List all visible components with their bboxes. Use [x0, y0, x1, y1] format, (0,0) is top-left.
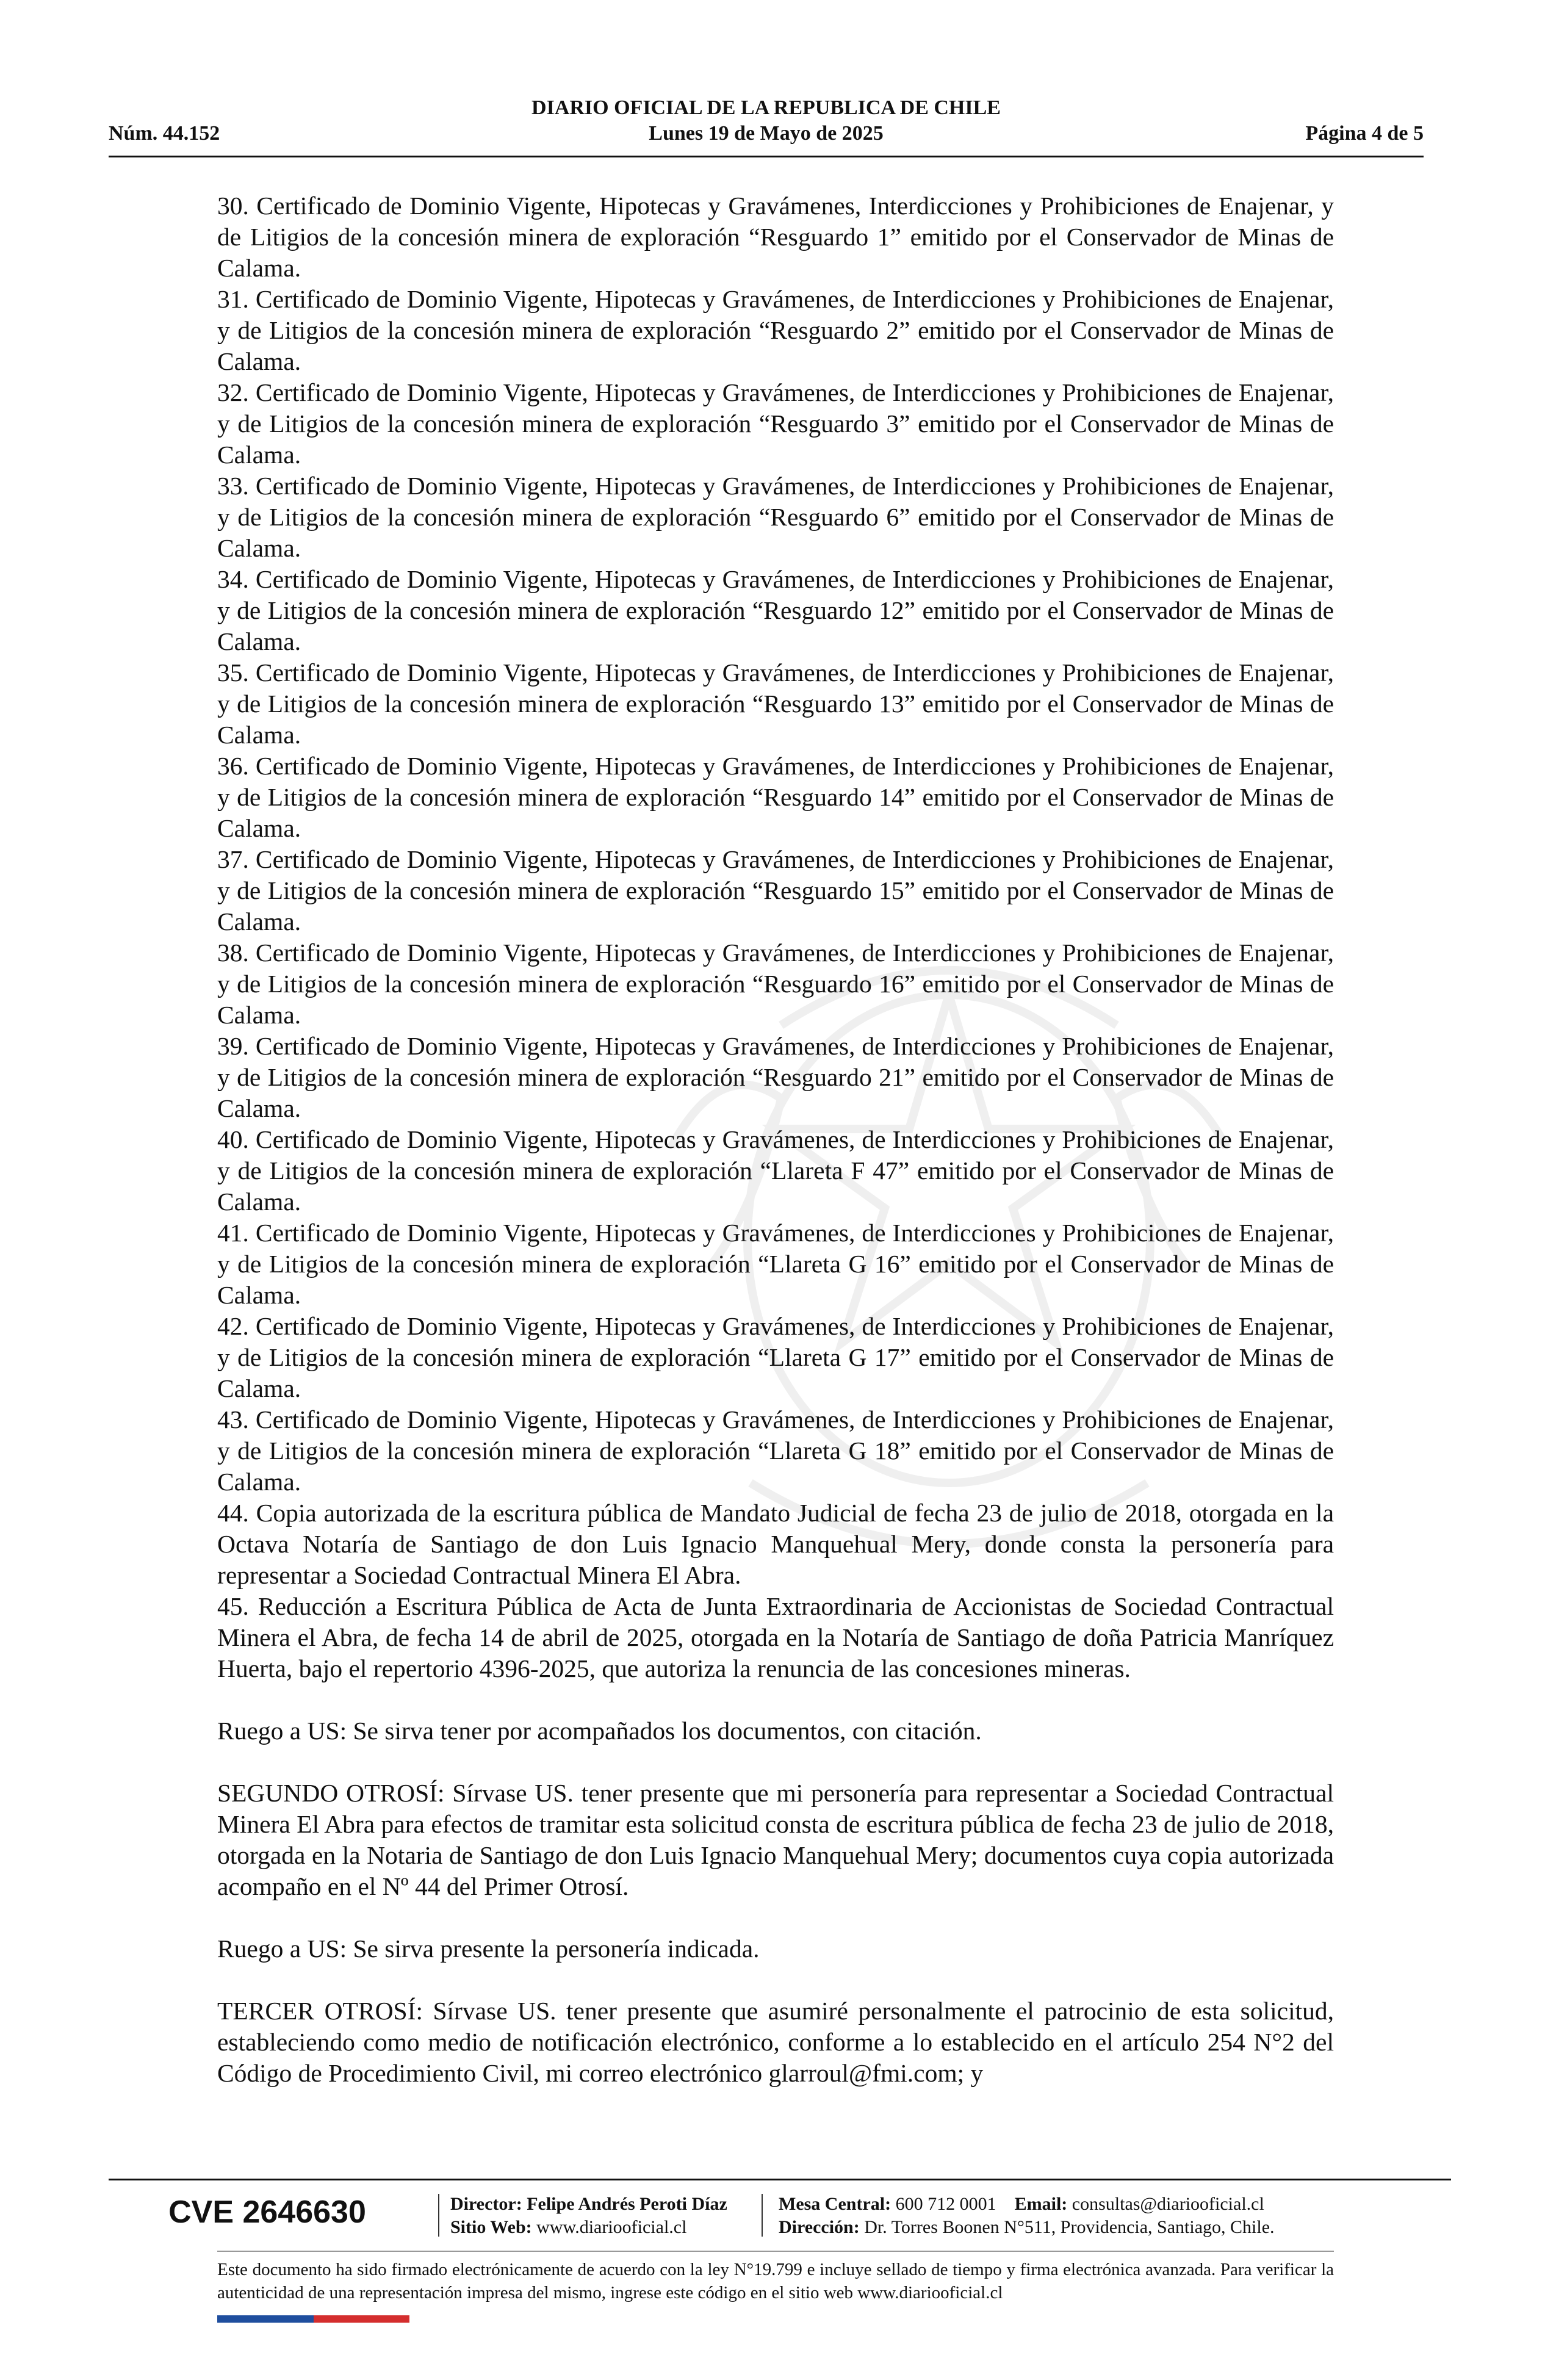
issue-number: Núm. 44.152: [109, 122, 220, 145]
flag-blue-segment: [217, 2315, 314, 2323]
cve-code: CVE 2646630: [168, 2194, 366, 2230]
request-paragraph: Ruego a US: Se sirva tener por acompañados los documentos, con citación.: [217, 1717, 982, 1745]
document-body: [217, 190, 1334, 2089]
chile-flag-stripe: [217, 2315, 409, 2323]
mesa-label: Mesa Central:: [779, 2194, 891, 2214]
list-item: 40. Certificado de Dominio Vigente, Hipotecas y Gravámenes, de Interdicciones y Prohibiciones de Enajenar, y de Litigios de la concesión minera de exploración “Llareta F 47” emitido por el Conservador de Minas de Calama.: [217, 1125, 1334, 1216]
page-footer: [109, 2188, 1451, 2243]
footer-separator: [762, 2194, 763, 2237]
director-name: Felipe Andrés Peroti Díaz: [527, 2194, 727, 2214]
list-item: 33. Certificado de Dominio Vigente, Hipotecas y Gravámenes, de Interdicciones y Prohibiciones de Enajenar, y de Litigios de la concesión minera de exploración “Resguardo 6” emitido por el Conservador de Minas de Calama.: [217, 472, 1334, 562]
page-header: [109, 92, 1424, 159]
header-divider: [109, 156, 1424, 157]
list-item: 30. Certificado de Dominio Vigente, Hipotecas y Gravámenes, Interdicciones y Prohibiciones de Enajenar, y de Litigios de la concesión minera de exploración “Resguardo 1” emitido por el Conservador de Minas de Calama.: [217, 192, 1334, 282]
address-label: Dirección:: [779, 2217, 860, 2237]
list-item: 34. Certificado de Dominio Vigente, Hipotecas y Gravámenes, de Interdicciones y Prohibiciones de Enajenar, y de Litigios de la concesión minera de exploración “Resguardo 12” emitido por el Conservador de Minas de Calama.: [217, 565, 1334, 655]
address-value: Dr. Torres Boonen N°511, Providencia, Santiago, Chile.: [864, 2217, 1275, 2237]
list-item: 35. Certificado de Dominio Vigente, Hipotecas y Gravámenes, de Interdicciones y Prohibiciones de Enajenar, y de Litigios de la concesión minera de exploración “Resguardo 13” emitido por el Conservador de Minas de Calama.: [217, 658, 1334, 749]
footer-director-block: [450, 2193, 727, 2239]
request-paragraph: Ruego a US: Se sirva presente la personería indicada.: [217, 1935, 760, 1963]
flag-red-segment: [314, 2315, 409, 2323]
list-item: 37. Certificado de Dominio Vigente, Hipotecas y Gravámenes, de Interdicciones y Prohibiciones de Enajenar, y de Litigios de la concesión minera de exploración “Resguardo 15” emitido por el Conservador de Minas de Calama.: [217, 845, 1334, 936]
footer-divider: [109, 2179, 1451, 2180]
email-label: Email:: [1014, 2194, 1068, 2214]
list-item: 44. Copia autorizada de la escritura pública de Mandato Judicial de fecha 23 de julio de 2018, otorgada en la Octava Notaría de Santiago de don Luis Ignacio Manquehual Mery, donde consta la personería para representar a Sociedad Contractual Minera El Abra.: [217, 1499, 1334, 1589]
newspaper-title: DIARIO OFICIAL DE LA REPUBLICA DE CHILE: [531, 96, 1001, 119]
segundo-otrosi-paragraph: SEGUNDO OTROSÍ: Sírvase US. tener presente que mi personería para representar a Sociedad Contractual Minera El Abra para efectos de tramitar esta solicitud consta de escritura pública de fecha 23 de julio de 2018, otorgada en la Notaria de Santiago de don Luis Ignacio Manquehual Mery; documentos cuya copia autorizada acompaño en el Nº 44 del Primer Otrosí.: [217, 1779, 1334, 1900]
list-item: 41. Certificado de Dominio Vigente, Hipotecas y Gravámenes, de Interdicciones y Prohibiciones de Enajenar, y de Litigios de la concesión minera de exploración “Llareta G 16” emitido por el Conservador de Minas de Calama.: [217, 1219, 1334, 1309]
footer-inner-divider: [217, 2251, 1334, 2252]
issue-date: Lunes 19 de Mayo de 2025: [649, 122, 884, 145]
list-item: 31. Certificado de Dominio Vigente, Hipotecas y Gravámenes, de Interdicciones y Prohibiciones de Enajenar, y de Litigios de la concesión minera de exploración “Resguardo 2” emitido por el Conservador de Minas de Calama.: [217, 285, 1334, 375]
mesa-phone: 600 712 0001: [895, 2194, 996, 2214]
list-item: 38. Certificado de Dominio Vigente, Hipotecas y Gravámenes, de Interdicciones y Prohibiciones de Enajenar, y de Litigios de la concesión minera de exploración “Resguardo 16” emitido por el Conservador de Minas de Calama.: [217, 939, 1334, 1029]
list-item: 39. Certificado de Dominio Vigente, Hipotecas y Gravámenes, de Interdicciones y Prohibiciones de Enajenar, y de Litigios de la concesión minera de exploración “Resguardo 21” emitido por el Conservador de Minas de Calama.: [217, 1032, 1334, 1122]
footer-separator: [438, 2194, 439, 2237]
list-item: 36. Certificado de Dominio Vigente, Hipotecas y Gravámenes, de Interdicciones y Prohibiciones de Enajenar, y de Litigios de la concesión minera de exploración “Resguardo 14” emitido por el Conservador de Minas de Calama.: [217, 752, 1334, 842]
website-label: Sitio Web:: [450, 2217, 532, 2237]
list-item: 45. Reducción a Escritura Pública de Acta de Junta Extraordinaria de Accionistas de Sociedad Contractual Minera el Abra, de fecha 14 de abril de 2025, otorgada en la Notaría de Santiago de doña Patricia Manríquez Huerta, bajo el repertorio 4396-2025, que autoriza la renuncia de las concesiones mineras.: [217, 1592, 1334, 1682]
page-number: Página 4 de 5: [1305, 122, 1424, 145]
footer-contact-block: [779, 2193, 1275, 2239]
website-link[interactable]: www.diariooficial.cl: [536, 2217, 687, 2237]
tercer-otrosi-paragraph: TERCER OTROSÍ: Sírvase US. tener presente que asumiré personalmente el patrocinio de esta solicitud, estableciendo como medio de notificación electrónico, conforme a lo establecido en el artículo 254 N°2 del Código de Procedimiento Civil, mi correo electrónico glarroul@fmi.com; y: [217, 1997, 1334, 2087]
director-label: Director:: [450, 2194, 522, 2214]
list-item: 43. Certificado de Dominio Vigente, Hipotecas y Gravámenes, de Interdicciones y Prohibiciones de Enajenar, y de Litigios de la concesión minera de exploración “Llareta G 18” emitido por el Conservador de Minas de Calama.: [217, 1405, 1334, 1496]
legal-notice: Este documento ha sido firmado electrónicamente de acuerdo con la ley N°19.799 e incluye sellado de tiempo y firma electrónica avanzada. Para verificar la autenticidad de una representación impresa del mismo, ingrese este código en el sitio web www.diariooficial.cl: [217, 2260, 1334, 2302]
list-item: 42. Certificado de Dominio Vigente, Hipotecas y Gravámenes, de Interdicciones y Prohibiciones de Enajenar, y de Litigios de la concesión minera de exploración “Llareta G 17” emitido por el Conservador de Minas de Calama.: [217, 1312, 1334, 1402]
email-link[interactable]: consultas@diariooficial.cl: [1072, 2194, 1264, 2214]
list-item: 32. Certificado de Dominio Vigente, Hipotecas y Gravámenes, de Interdicciones y Prohibiciones de Enajenar, y de Litigios de la concesión minera de exploración “Resguardo 3” emitido por el Conservador de Minas de Calama.: [217, 378, 1334, 469]
